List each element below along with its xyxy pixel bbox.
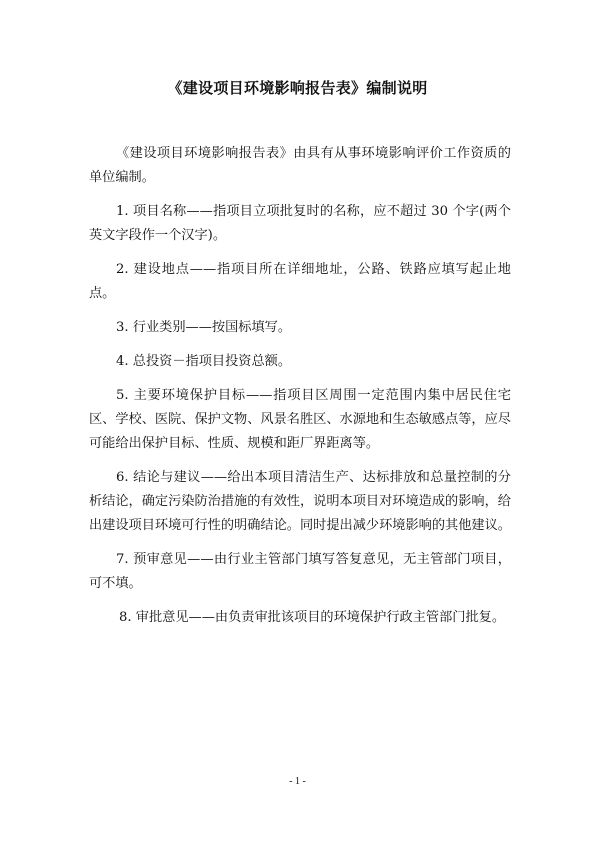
intro-paragraph: 《建设项目环境影响报告表》由具有从事环境影响评价工作资质的单位编制。 <box>89 146 511 185</box>
item-8-approval-opinion: 8. 审批意见——由负责审批该项目的环境保护行政主管部门批复。 <box>119 610 506 625</box>
item-6-conclusions: 6. 结论与建议——给出本项目清洁生产、达标排放和总量控制的分析结论，确定污染防治措施的有效性，说明本项目对环境造成的影响，给出建设项目环境可行性的明确结论。同时提出减少环境影响的其他建议。 <box>89 470 511 533</box>
page-number: - 1 - <box>289 776 306 787</box>
item-7-preliminary-review: 7. 预审意见——由行业主管部门填写答复意见，无主管部门项目，可不填。 <box>89 552 511 591</box>
item-1-project-name: 1. 项目名称——指项目立项批复时的名称，应不超过 30 个字(两个英文字段作一个汉字)。 <box>89 204 511 243</box>
item-3-industry-category: 3. 行业类别——按国标填写。 <box>116 320 292 335</box>
document-title: 《建设项目环境影响报告表》编制说明 <box>167 79 428 97</box>
document-body <box>89 142 511 640</box>
item-2-construction-site: 2. 建设地点——指项目所在详细地址，公路、铁路应填写起止地点。 <box>89 262 511 301</box>
item-4-total-investment: 4. 总投资－指项目投资总额。 <box>116 354 292 369</box>
item-5-protection-targets: 5. 主要环境保护目标——指项目区周围一定范围内集中居民住宅区、学校、医院、保护文物、风景名胜区、水源地和生态敏感点等，应尽可能给出保护目标、性质、规模和距厂界距离等。 <box>89 388 511 451</box>
